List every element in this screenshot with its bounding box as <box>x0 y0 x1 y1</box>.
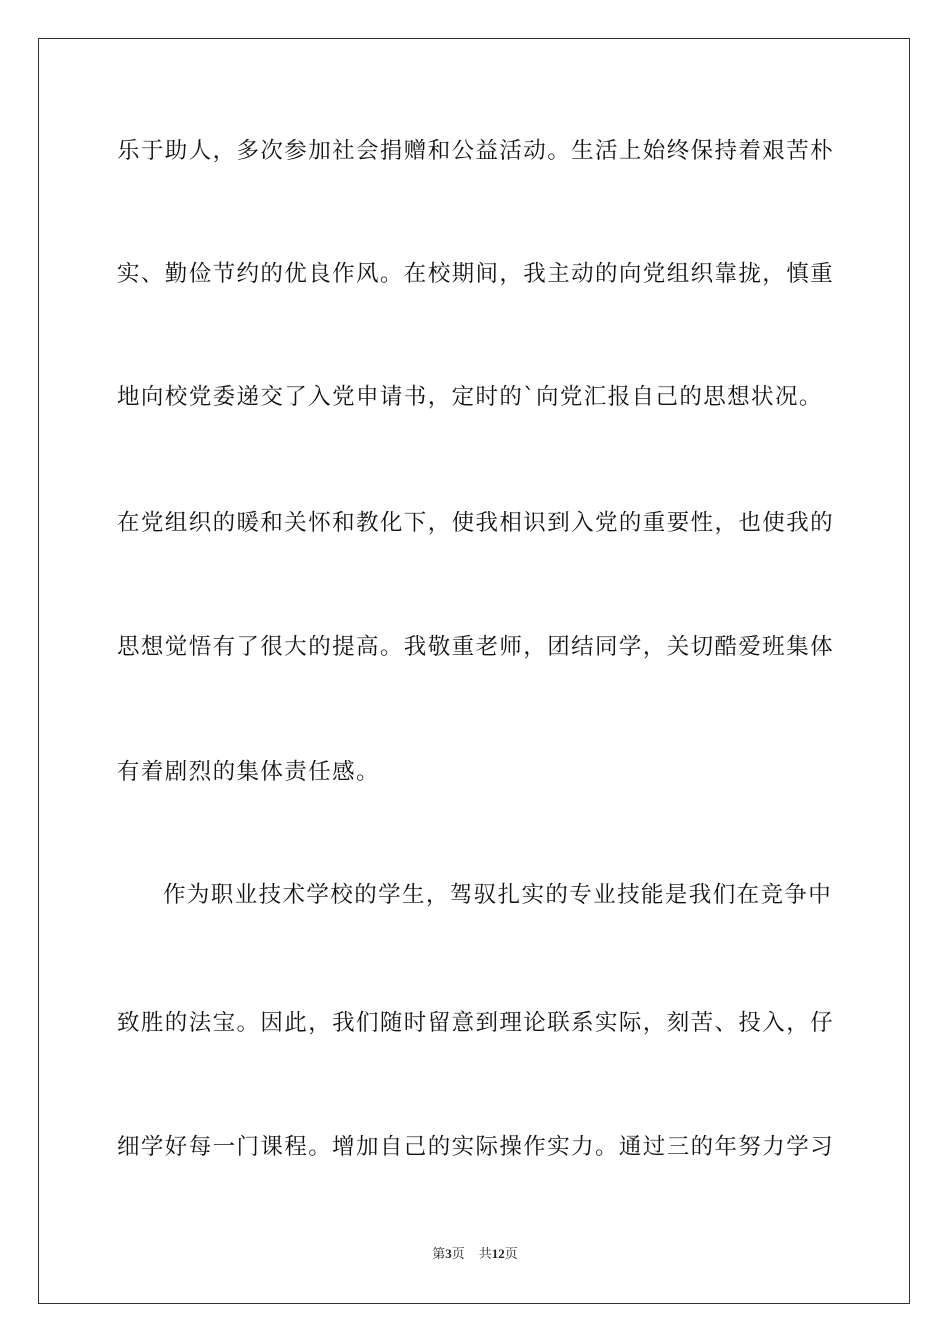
page-suffix: 页 <box>451 1246 465 1261</box>
page-footer <box>0 1246 950 1262</box>
body-text-line-7: 作为职业技术学校的学生，驾驭扎实的专业技能是我们在竞争中 <box>163 882 833 908</box>
body-text-line-2: 实、勤俭节约的优良作风。在校期间，我主动的向党组织靠拢，慎重 <box>117 261 835 287</box>
body-text-line-9: 细学好每一门课程。增加自己的实际操作实力。通过三的年努力学习 <box>117 1134 835 1160</box>
body-text-line-5: 思想觉悟有了很大的提高。我敬重老师，团结同学，关切酷爱班集体 <box>117 634 835 660</box>
page-border <box>38 38 910 1304</box>
total-suffix: 页 <box>504 1246 518 1261</box>
page-total: 12 <box>491 1246 505 1261</box>
body-text-line-8: 致胜的法宝。因此，我们随时留意到理论联系实际，刻苦、投入，仔 <box>117 1010 835 1036</box>
body-text-line-1: 乐于助人，多次参加社会捐赠和公益活动。生活上始终保持着艰苦朴 <box>117 138 835 164</box>
body-text-line-4: 在党组织的暖和关怀和教化下，使我相识到入党的重要性，也使我的 <box>117 510 835 536</box>
page-prefix: 第 <box>432 1246 446 1261</box>
body-text-line-3: 地向校党委递交了入党申请书，定时的`向党汇报自己的思想状况。 <box>117 384 823 410</box>
total-prefix: 共 <box>478 1246 492 1261</box>
body-text-line-6: 有着剧烈的集体责任感。 <box>117 759 380 785</box>
page-current: 3 <box>445 1246 452 1261</box>
